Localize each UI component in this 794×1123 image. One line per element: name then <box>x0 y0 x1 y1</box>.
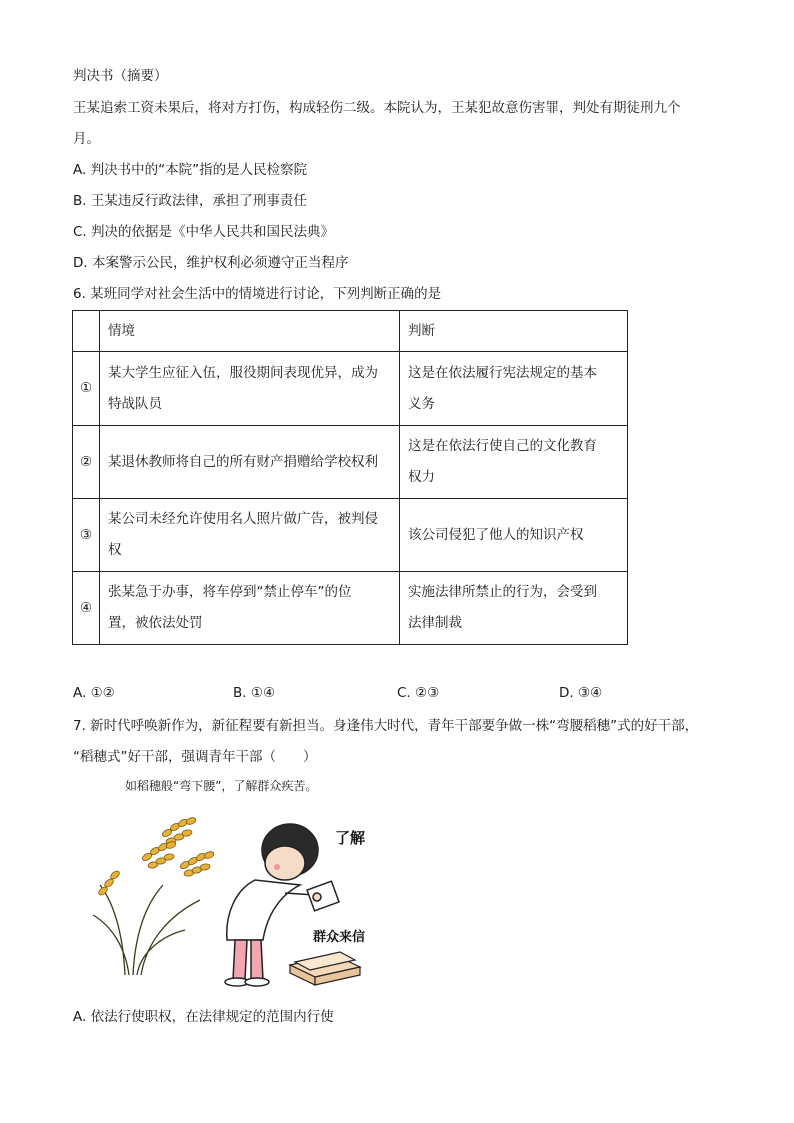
rice-official-cartoon <box>85 775 385 990</box>
judgment-cell <box>400 426 628 499</box>
judgment-line: 该公司侵犯了他人的知识产权 <box>408 526 584 543</box>
judgment-line: 义务 <box>408 395 435 412</box>
header-judgment: 判断 <box>400 311 628 352</box>
situation-cell <box>100 572 400 645</box>
header-situation: 情境 <box>100 311 400 352</box>
situation-cell <box>100 426 400 499</box>
judgment-body-line-1: 王某追索工资未果后，将对方打伤，构成轻伤二级。本院认为，王某犯故意伤害罪，判处有期徒刑九个 <box>73 100 681 116</box>
letters-label: 群众来信 <box>313 930 366 945</box>
row-number: ② <box>73 426 100 499</box>
judgment-title: 判决书（摘要） <box>73 68 168 84</box>
q6-option-a: A. ①② <box>73 685 115 701</box>
q5-option-d: D. 本案警示公民，维护权利必须遵守正当程序 <box>73 255 349 271</box>
rice-grains-icon <box>97 816 214 896</box>
situation-line: 特战队员 <box>108 395 162 412</box>
rice-stalk-icon <box>93 885 200 975</box>
cartoon-illustration <box>85 775 385 990</box>
judgment-cell <box>400 572 628 645</box>
q6-option-c: C. ②③ <box>397 685 440 701</box>
judgment-line: 法律制裁 <box>408 615 462 631</box>
q6-table <box>72 310 628 645</box>
q5-option-b: B. 王某违反行政法律，承担了刑事责任 <box>73 193 307 209</box>
row-number: ③ <box>73 499 100 572</box>
q6-stem: 6. 某班同学对社会生活中的情境进行讨论，下列判断正确的是 <box>73 286 442 302</box>
q7-stem-line-2: “稻穗式”好干部，强调青年干部（ ） <box>73 749 317 765</box>
cartoon-caption: 如稻穗般“弯下腰”，了解群众疾苦。 <box>125 779 318 793</box>
table-row <box>73 572 628 645</box>
q6-option-d: D. ③④ <box>559 685 603 701</box>
q6-option-b: B. ①④ <box>233 685 276 701</box>
judgment-line: 实施法律所禁止的行为，会受到 <box>408 584 597 600</box>
judgment-line: 这是在依法履行宪法规定的基本 <box>408 364 597 381</box>
situation-line: 张某急于办事，将车停到“禁止停车”的位 <box>108 584 352 600</box>
judgment-cell <box>400 499 628 572</box>
q7-option-a: A. 依法行使职权，在法律规定的范围内行使 <box>73 1009 334 1025</box>
table-row <box>73 352 628 426</box>
q7-stem-line-1: 7. 新时代呼唤新作为，新征程要有新担当。身逢伟大时代，青年干部要争做一株“弯腰稻穗”式的好干部， <box>73 718 699 734</box>
understand-label: 了解 <box>335 829 366 847</box>
table-row <box>73 499 628 572</box>
judgment-line: 权力 <box>408 469 435 485</box>
judgment-cell <box>400 352 628 426</box>
table-header-row <box>73 311 628 352</box>
header-num-cell <box>73 311 100 352</box>
situation-line: 某退休教师将自己的所有财产捐赠给学校权利 <box>108 453 378 470</box>
situation-line: 某公司未经允许使用名人照片做广告，被判侵 <box>108 511 378 527</box>
row-number: ④ <box>73 572 100 645</box>
q5-option-a: A. 判决书中的“本院”指的是人民检察院 <box>73 162 308 178</box>
letters-stack-icon <box>290 952 360 985</box>
judgment-line: 这是在依法行使自己的文化教育 <box>408 438 597 454</box>
q6-options <box>73 685 673 705</box>
situation-line: 权 <box>108 542 122 558</box>
judgment-body-line-2: 月。 <box>73 131 100 147</box>
q5-option-c: C. 判决的依据是《中华人民共和国民法典》 <box>73 224 335 240</box>
situation-cell <box>100 352 400 426</box>
row-number: ① <box>73 352 100 426</box>
situation-line: 置，被依法处罚 <box>108 615 203 631</box>
table-row <box>73 426 628 499</box>
situation-cell <box>100 499 400 572</box>
situation-line: 某大学生应征入伍，服役期间表现优异，成为 <box>108 364 378 381</box>
